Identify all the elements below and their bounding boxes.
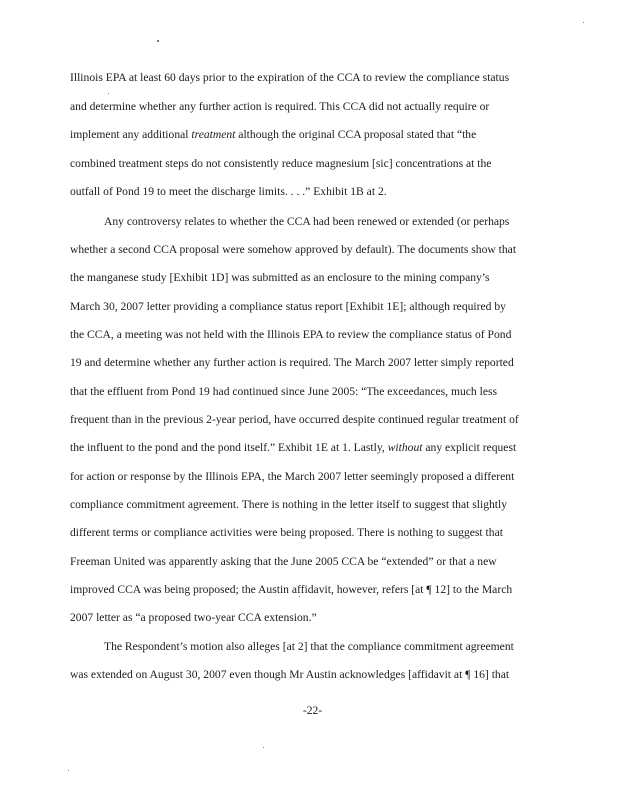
scan-speck: [263, 747, 264, 748]
text-line-7: whether a second CCA proposal were somehow approved by default). The documents show that: [70, 243, 517, 256]
text-line-16: compliance commitment agreement. There is nothing in the letter itself to suggest that slightly: [70, 498, 508, 511]
text-line-17: different terms or compliance activities were being proposed. There is nothing to suggest that: [70, 526, 503, 539]
text-line-3: [70, 128, 590, 142]
text-line-10: the CCA, a meeting was not held with the Illinois EPA to review the compliance status of Pond: [70, 328, 512, 341]
text-line-15: for action or response by the Illinois EPA, the March 2007 letter seemingly proposed a different: [70, 470, 515, 483]
text-line-14-end: any explicit request: [422, 441, 517, 454]
text-line-14-start: the influent to the pond and the pond itself.” Exhibit 1E at 1. Lastly,: [70, 441, 388, 454]
scan-speck: [583, 22, 584, 23]
scan-speck: [108, 93, 109, 94]
scan-speck: [299, 596, 300, 597]
text-line-4: combined treatment steps do not consistently reduce magnesium [sic] concentrations at the: [70, 157, 492, 170]
scan-speck: [157, 40, 159, 42]
text-line-18: Freeman United was apparently asking that the June 2005 CCA be “extended” or that a new: [70, 555, 497, 568]
text-line-1: Illinois EPA at least 60 days prior to the expiration of the CCA to review the compliance status: [70, 71, 510, 84]
text-line-12: that the effluent from Pond 19 had continued since June 2005: “The exceedances, much less: [70, 385, 498, 398]
text-line-11: 19 and determine whether any further action is required. The March 2007 letter simply reported: [70, 356, 514, 369]
text-line-13: frequent than in the previous 2-year period, have occurred despite continued regular treatment of: [70, 413, 519, 426]
scan-speck: [68, 770, 69, 771]
text-line-14: [70, 441, 590, 455]
text-line-5: outfall of Pond 19 to meet the discharge limits. . . .” Exhibit 1B at 2.: [70, 185, 387, 198]
text-line-8: the manganese study [Exhibit 1D] was submitted as an enclosure to the mining company’s: [70, 271, 490, 284]
page-number: -22-: [302, 704, 323, 717]
text-line-3-end: although the original CCA proposal stated that “the: [235, 128, 477, 141]
paragraph-2-first-line: Any controversy relates to whether the CCA had been renewed or extended (or perhaps: [104, 215, 510, 228]
italic-without: without: [387, 441, 423, 454]
paragraph-3-first-line: The Respondent’s motion also alleges [at 2] that the compliance commitment agreement: [104, 640, 514, 653]
text-line-20: 2007 letter as “a proposed two-year CCA extension.”: [70, 611, 317, 624]
text-line-22: was extended on August 30, 2007 even though Mr Austin acknowledges [affidavit at ¶ 16] that: [70, 668, 510, 681]
italic-treatment: treatment: [191, 128, 236, 141]
text-line-19: improved CCA was being proposed; the Austin affidavit, however, refers [at ¶ 12] to the March: [70, 583, 513, 596]
text-line-9: March 30, 2007 letter providing a compliance status report [Exhibit 1E]; although required by: [70, 300, 506, 313]
text-line-2: and determine whether any further action is required. This CCA did not actually require or: [70, 100, 490, 113]
text-line-3-start: implement any additional: [70, 128, 192, 141]
